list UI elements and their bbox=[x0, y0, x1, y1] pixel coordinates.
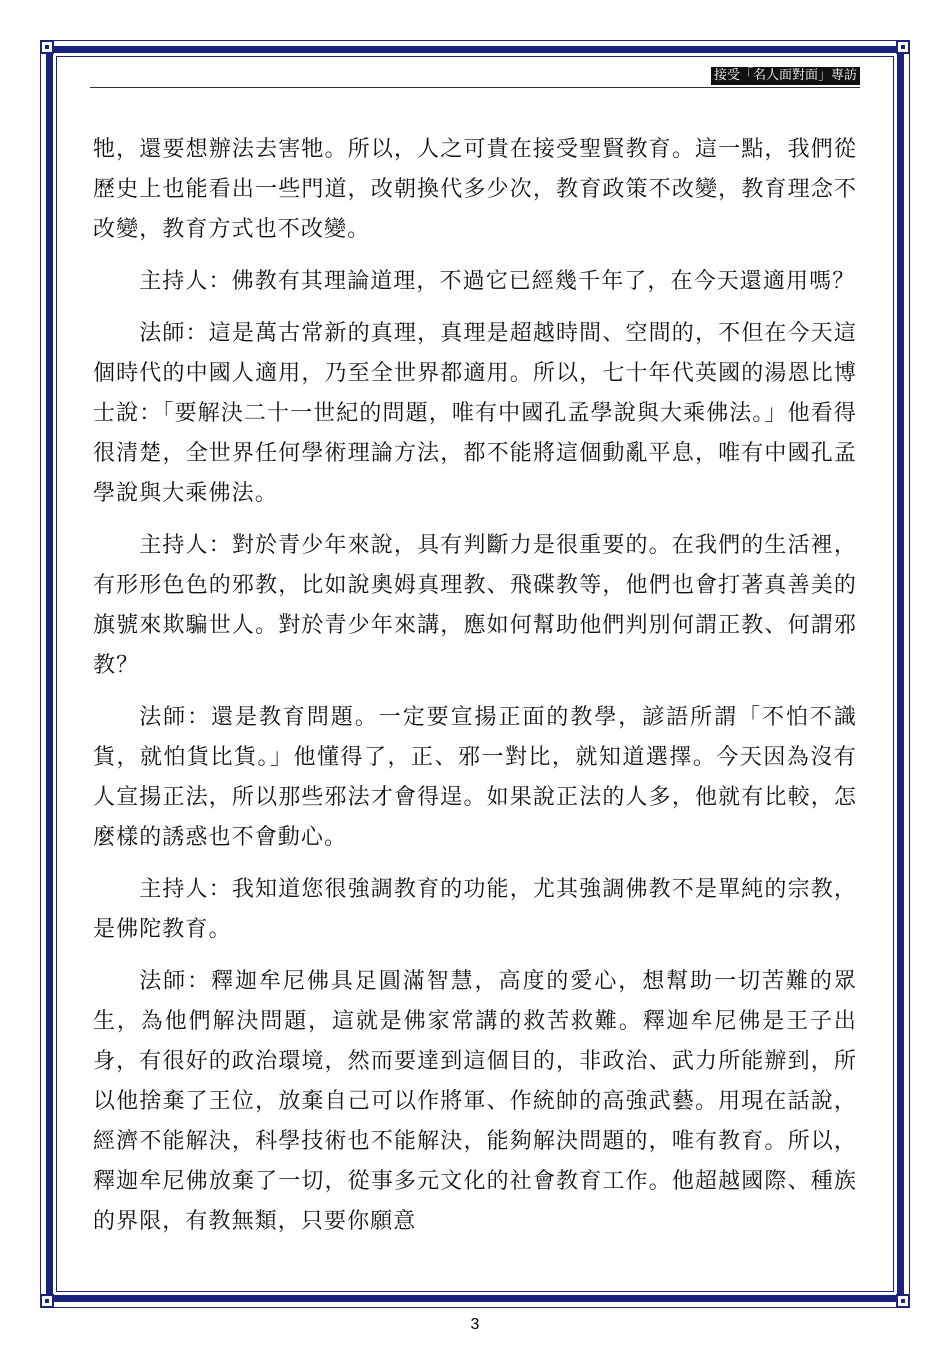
corner-ornament-bottom-left bbox=[40, 1294, 54, 1308]
corner-ornament-top-left bbox=[40, 40, 54, 54]
running-header: 接受「名人面對面」專訪 bbox=[711, 67, 860, 85]
corner-ornament-top-right bbox=[896, 40, 910, 54]
corner-ornament-bottom-right bbox=[896, 1294, 910, 1308]
paragraph-master-answer-3: 法師：釋迦牟尼佛具足圓滿智慧，高度的愛心，想幫助一切苦難的眾生，為他們解決問題，這就是佛家常講的救苦救難。釋迦牟尼佛是王子出身，有很好的政治環境，然而要達到這個目的，非政治、武力所能辦到，所以他捨棄了王位，放棄自己可以作將軍、作統帥的高強武藝。用現在話說，經濟不能解決，科學技術也不能解決，能夠解決問題的，唯有教育。所以，釋迦牟尼佛放棄了一切，從事多元文化的社會教育工作。他超越國際、種族的界限，有教無類，只要你願意 bbox=[93, 969, 857, 1234]
page-number: 3 bbox=[470, 1316, 480, 1333]
page-body bbox=[93, 130, 857, 1254]
paragraph-host-question-3: 主持人：我知道您很強調教育的功能，尤其強調佛教不是單純的宗教，是佛陀教育。 bbox=[93, 877, 857, 942]
paragraph-continuation: 牠，還要想辦法去害牠。所以，人之可貴在接受聖賢教育。這一點，我們從歷史上也能看出一些門道，改朝換代多少次，教育政策不改變，教育理念不改變，教育方式也不改變。 bbox=[93, 137, 857, 242]
paragraph-master-answer-2: 法師：還是教育問題。一定要宣揚正面的教學，諺語所謂「不怕不識貨，就怕貨比貨。」他懂得了，正、邪一對比，就知道選擇。今天因為沒有人宣揚正法，所以那些邪法才會得逞。如果說正法的人多，他就有比較，怎麼樣的誘惑也不會動心。 bbox=[93, 705, 857, 850]
paragraph-host-question-1: 主持人：佛教有其理論道理，不過它已經幾千年了，在今天還適用嗎？ bbox=[139, 269, 856, 294]
paragraph-master-answer-1: 法師：這是萬古常新的真理，真理是超越時間、空間的，不但在今天這個時代的中國人適用，乃至全世界都適用。所以，七十年代英國的湯恩比博士說：「要解決二十一世紀的問題，唯有中國孔孟學說與大乘佛法。」他看得很清楚，全世界任何學術理論方法，都不能將這個動亂平息，唯有中國孔孟學說與大乘佛法。 bbox=[93, 321, 857, 506]
header-rule bbox=[90, 87, 860, 88]
paragraph-host-question-2: 主持人：對於青少年來說，具有判斷力是很重要的。在我們的生活裡，有形形色色的邪教，比如說奧姆真理教、飛碟教等，他們也會打著真善美的旗號來欺騙世人。對於青少年來講，應如何幫助他們判別何謂正教、何謂邪教？ bbox=[93, 533, 857, 678]
